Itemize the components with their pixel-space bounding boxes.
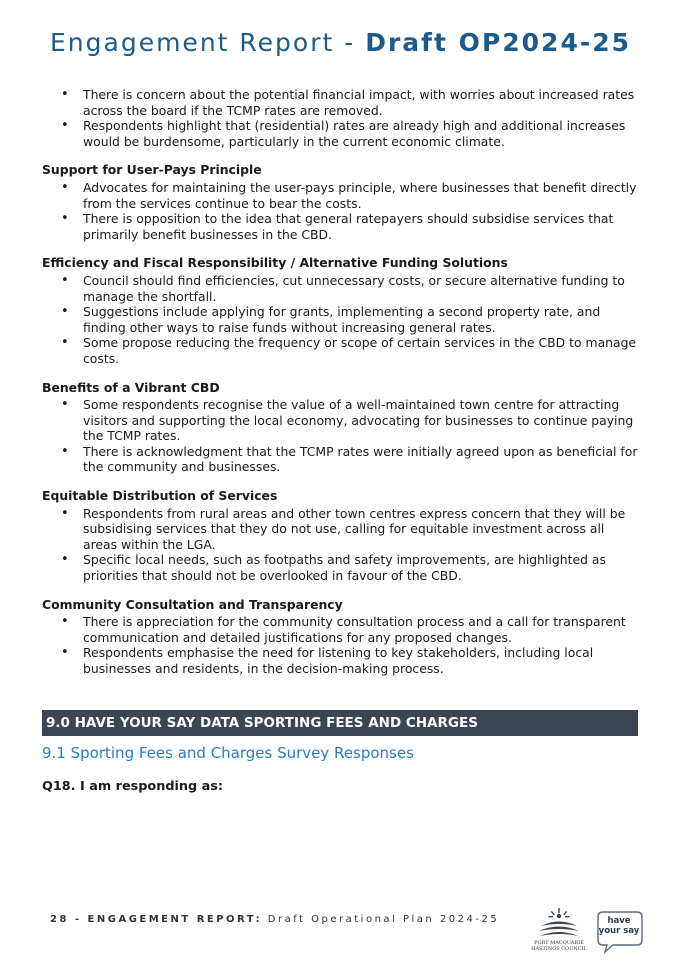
footer-doc-title: Draft Operational Plan 2024-25 bbox=[262, 914, 500, 925]
council-logo-text bbox=[525, 940, 593, 952]
list-item: • Suggestions include applying for grants, implementing a second property rate, and finding other ways to raise funds without increasing general rates. bbox=[42, 304, 642, 335]
header-title-bold: Draft OP2024-25 bbox=[365, 28, 632, 57]
have-your-say-badge bbox=[598, 917, 640, 936]
footer-separator: - bbox=[68, 914, 88, 925]
footer-label: ENGAGEMENT REPORT: bbox=[87, 914, 263, 925]
bullet-list-equitable bbox=[42, 506, 642, 584]
list-item: • Advocates for maintaining the user-pays principle, where businesses that benefit directly from the services continue to bear the costs. bbox=[42, 180, 642, 211]
bullet-list-user-pays bbox=[42, 180, 642, 242]
list-item: • There is concern about the potential financial impact, with worries about increased rates across the board if the TCMP rates are removed. bbox=[42, 87, 642, 118]
section-heading-equitable: Equitable Distribution of Services bbox=[42, 488, 278, 504]
list-item: • Respondents emphasise the need for listening to key stakeholders, including local businesses and residents, in the decision-making process. bbox=[42, 645, 642, 676]
section-heading-user-pays: Support for User-Pays Principle bbox=[42, 162, 262, 178]
list-item: • There is opposition to the idea that general ratepayers should subsidise services that primarily benefit businesses in the CBD. bbox=[42, 211, 642, 242]
bullet-list-vibrant-cbd bbox=[42, 397, 642, 475]
subsection-heading: 9.1 Sporting Fees and Charges Survey Responses bbox=[42, 744, 414, 762]
logo-line-2: HASTINGS COUNCIL bbox=[531, 946, 587, 952]
bullet-list-efficiency bbox=[42, 273, 642, 367]
section-title-bar: 9.0 HAVE YOUR SAY DATA SPORTING FEES AND CHARGES bbox=[42, 710, 638, 736]
badge-line-2: your say bbox=[598, 925, 640, 936]
list-item: • Council should find efficiencies, cut unnecessary costs, or secure alternative funding to manage the shortfall. bbox=[42, 273, 642, 304]
section-heading-consultation: Community Consultation and Transparency bbox=[42, 596, 343, 612]
list-item: • Respondents highlight that (residential) rates are already high and additional increases would be burdensome, particularly in the current economic climate. bbox=[42, 118, 642, 149]
survey-question: Q18. I am responding as: bbox=[42, 779, 223, 794]
header-title-light: Engagement Report - bbox=[50, 28, 366, 57]
list-item: • Some respondents recognise the value of a well-maintained town centre for attracting visitors and supporting the local economy, advocating for businesses to continue paying the TCMP rates. bbox=[42, 397, 642, 444]
intro-bullet-list bbox=[42, 87, 642, 149]
page-number: 28 bbox=[50, 914, 69, 925]
page-footer bbox=[50, 914, 499, 925]
list-item: • There is acknowledgment that the TCMP rates were initially agreed upon as beneficial for the community and businesses. bbox=[42, 444, 642, 475]
section-heading-vibrant-cbd: Benefits of a Vibrant CBD bbox=[42, 379, 220, 395]
list-item: • Some propose reducing the frequency or scope of certain services in the CBD to manage costs. bbox=[42, 335, 642, 366]
bullet-list-consultation bbox=[42, 614, 642, 676]
list-item: • Specific local needs, such as footpaths and safety improvements, are highlighted as priorities that should not be overlooked in favour of the CBD. bbox=[42, 552, 642, 583]
list-item: • Respondents from rural areas and other town centres express concern that they will be subsidising services that they do not use, calling for equitable investment across all areas within the LGA. bbox=[42, 506, 642, 553]
logo-line-1: PORT MACQUARIE bbox=[534, 940, 584, 946]
report-content bbox=[42, 87, 642, 690]
page-header bbox=[50, 28, 631, 57]
list-item: • There is appreciation for the community consultation process and a call for transparent communication and detailed justifications for any proposed changes. bbox=[42, 614, 642, 645]
badge-line-1: have bbox=[607, 916, 631, 926]
section-heading-efficiency: Efficiency and Fiscal Responsibility / Alternative Funding Solutions bbox=[42, 255, 508, 271]
